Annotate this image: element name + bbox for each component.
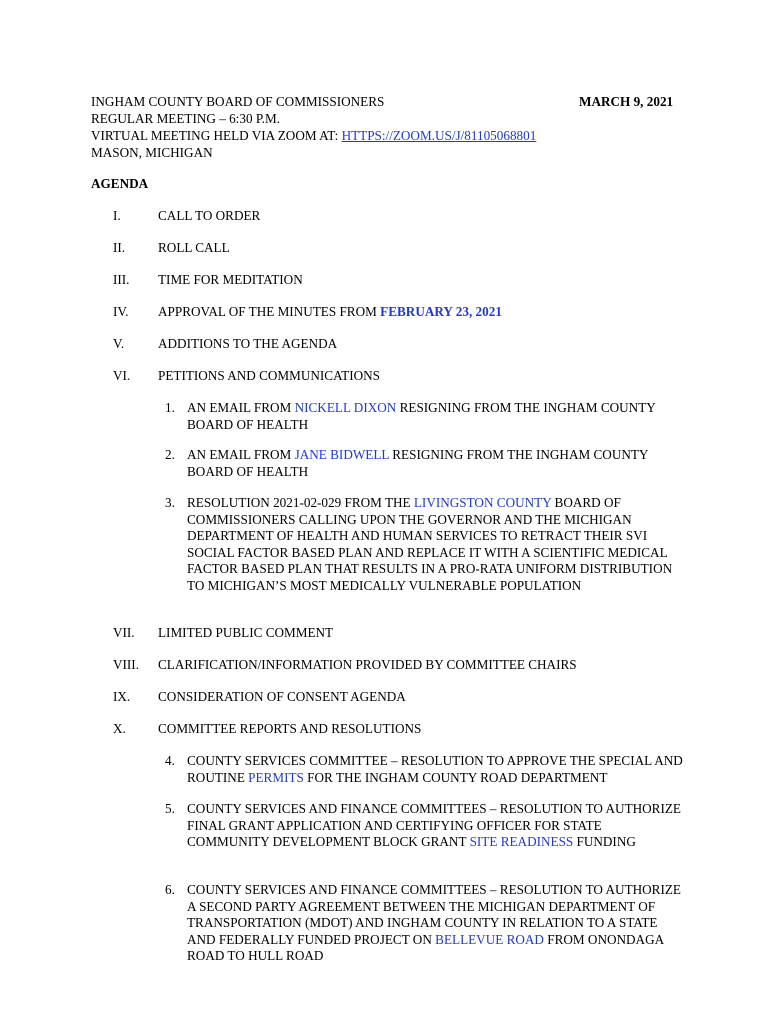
sub-item-number: 1. (165, 400, 175, 415)
sub-item-link[interactable]: PERMITS (248, 769, 304, 785)
meeting-location: MASON, MICHIGAN (91, 145, 213, 160)
agenda-title: AGENDA (91, 176, 149, 191)
sub-item-text-after: FUNDING (573, 834, 636, 850)
sub-item-text-before: AN EMAIL FROM (187, 447, 295, 462)
sub-item-text-after: RESIGNING FROM THE INGHAM COUNTY BOARD OF HEALTH (187, 447, 648, 479)
sub-item-link[interactable]: JANE BIDWELL (294, 447, 389, 462)
item-text: PETITIONS AND COMMUNICATIONS (158, 368, 380, 383)
minutes-link[interactable]: FEBRUARY 23, 2021 (380, 304, 502, 319)
item-text: LIMITED PUBLIC COMMENT (158, 625, 334, 640)
sub-item-number: 4. (165, 753, 175, 768)
meeting-time: REGULAR MEETING – 6:30 P.M. (91, 111, 281, 126)
item-text: CALL TO ORDER (158, 208, 261, 223)
item-text: COMMITTEE REPORTS AND RESOLUTIONS (158, 721, 422, 736)
sub-item-text-before: COUNTY SERVICES AND FINANCE COMMITTEES – RESOLUTION TO AUTHORIZE A SECOND PARTY AGREEMENT BETWEEN THE MICHIGAN DEPARTMENT OF TRANSPORTATION (MDOT) AND INGHAM COUNTY IN RELATION TO A STATE AND FEDERALLY FUNDED PROJECT ON (187, 882, 681, 947)
sub-item-text (187, 495, 687, 595)
item-text (158, 304, 502, 321)
sub-item-link[interactable]: LIVINGSTON COUNTY (413, 495, 552, 510)
sub-item-text (187, 801, 687, 851)
item-number: VII. (113, 625, 135, 640)
sub-item-text-before: COUNTY SERVICES AND FINANCE COMMITTEES – RESOLUTION TO AUTHORIZE FINAL GRANT APPLICATION AND CERTIFYING OFFICER FOR STATE COMMUNITY DEVELOPMENT BLOCK GRANT (187, 801, 681, 850)
sub-item-text (187, 753, 687, 786)
item-text: CLARIFICATION/INFORMATION PROVIDED BY COMMITTEE CHAIRS (158, 657, 577, 672)
item-text: TIME FOR MEDITATION (158, 272, 303, 287)
sub-item-text-after: RESIGNING FROM THE INGHAM COUNTY BOARD OF HEALTH (187, 400, 656, 432)
sub-item-text-after: BOARD OF COMMISSIONERS CALLING UPON THE GOVERNOR AND THE MICHIGAN DEPARTMENT OF HEALTH AND HUMAN SERVICES TO RETRACT THEIR SVI SOCIAL FACTOR BASED PLAN AND REPLACE IT WITH A SCIENTIFIC MEDICAL FACTOR BASED PLAN THAT RESULTS IN A PRO-RATA UNIFORM DISTRIBUTION TO MICHIGAN’S MOST MEDICALLY VULNERABLE POPULATION (187, 495, 673, 593)
item-text-before: APPROVAL OF THE MINUTES FROM (158, 304, 381, 319)
sub-item-text-after: FROM ONONDAGA ROAD TO HULL ROAD (187, 931, 664, 964)
virtual-meeting-prefix: VIRTUAL MEETING HELD VIA ZOOM AT: (91, 128, 342, 143)
item-number: V. (113, 336, 125, 351)
sub-item-text-before: AN EMAIL FROM (187, 400, 295, 415)
item-number: VIII. (113, 657, 139, 672)
sub-item-link[interactable]: NICKELL DIXON (294, 400, 397, 415)
org-name: INGHAM COUNTY BOARD OF COMMISSIONERS (91, 94, 385, 109)
item-number: III. (113, 272, 130, 287)
sub-item-number: 5. (165, 801, 175, 816)
item-number: IX. (113, 689, 131, 704)
item-number: X. (113, 721, 126, 736)
item-text: CONSIDERATION OF CONSENT AGENDA (158, 689, 406, 704)
item-number: IV. (113, 304, 129, 319)
sub-item-text-before: RESOLUTION 2021-02-029 FROM THE (187, 495, 414, 510)
sub-item-text (187, 447, 687, 480)
sub-item-number: 3. (165, 495, 175, 510)
zoom-link[interactable]: HTTPS://ZOOM.US/J/81105068801 (341, 128, 537, 143)
sub-item-number: 6. (165, 882, 175, 897)
sub-item-text-after: FOR THE INGHAM COUNTY ROAD DEPARTMENT (303, 769, 608, 785)
item-number: VI. (113, 368, 131, 383)
item-text: ADDITIONS TO THE AGENDA (158, 336, 338, 351)
sub-item-link[interactable]: SITE READINESS (469, 834, 574, 850)
sub-item-text-before: COUNTY SERVICES COMMITTEE – RESOLUTION TO APPROVE THE SPECIAL AND ROUTINE (187, 753, 683, 785)
sub-item-link[interactable]: BELLEVUE ROAD (435, 931, 544, 947)
sub-item-number: 2. (165, 447, 175, 462)
item-text: ROLL CALL (158, 240, 230, 255)
virtual-meeting-line (91, 127, 681, 144)
sub-item-text (187, 882, 687, 965)
item-number: II. (113, 240, 126, 255)
meeting-date: MARCH 9, 2021 (579, 94, 674, 109)
item-number: I. (113, 208, 121, 223)
sub-item-text (187, 400, 687, 433)
